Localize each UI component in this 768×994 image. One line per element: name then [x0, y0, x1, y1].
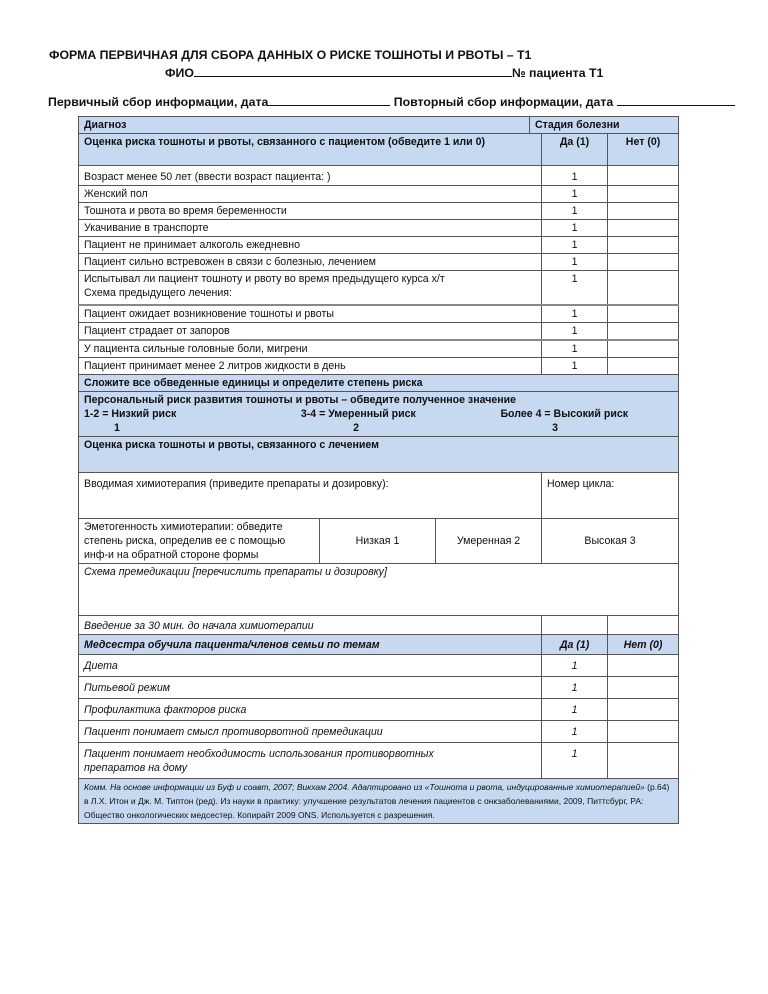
risk-factor-label: Пациент страдает от запоров: [84, 325, 230, 337]
diagnosis-row: [79, 117, 679, 134]
dates-line: [48, 93, 728, 109]
emeto-line-3: инф-и на обратной стороне формы: [84, 549, 259, 561]
education-yes-value[interactable]: 1: [542, 743, 608, 779]
education-row: [79, 655, 679, 677]
emeto-line-2: степень риска, определив ее с помощью: [84, 535, 286, 547]
patient-risk-row: [79, 358, 679, 375]
patient-risk-label: [79, 166, 542, 186]
yes-value[interactable]: 1: [542, 203, 608, 220]
no-value[interactable]: [608, 340, 679, 358]
emeto-moderate[interactable]: Умеренная 2: [436, 519, 542, 564]
education-topic-label: Профилактика факторов риска: [84, 704, 247, 716]
risk-factor-label: Укачивание в транспорте: [84, 222, 209, 234]
chemo-cell[interactable]: [79, 473, 542, 519]
premedication-cell[interactable]: [79, 564, 679, 616]
education-yes-value[interactable]: 1: [542, 677, 608, 699]
yes-value[interactable]: 1: [542, 220, 608, 237]
treatment-risk-row: [79, 437, 679, 473]
education-header-row: [79, 635, 679, 655]
patient-risk-header-row: [79, 134, 679, 166]
education-no-value[interactable]: [608, 699, 679, 721]
patient-risk-row: [79, 237, 679, 254]
emetogenicity-row: [79, 519, 679, 564]
patient-risk-label: [79, 203, 542, 220]
cycle-label: Номер цикла:: [547, 478, 615, 490]
form-title: ФОРМА ПЕРВИЧНАЯ ДЛЯ СБОРА ДАННЫХ О РИСКЕ ТОШНОТЫ И РВОТЫ – Т1: [49, 48, 532, 62]
yes-value[interactable]: 1: [542, 305, 608, 323]
emeto-low[interactable]: Низкая 1: [320, 519, 436, 564]
patient-risk-label: [79, 340, 542, 358]
patient-risk-row: [79, 323, 679, 341]
no-value[interactable]: [608, 254, 679, 271]
personal-risk-title: Персональный риск развития тошноты и рвоты – обведите полученное значение: [84, 394, 517, 406]
patient-risk-label: [79, 358, 542, 375]
risk-factor-label: Женский пол: [84, 188, 148, 200]
education-row: [79, 677, 679, 699]
intro-30min-label: Введение за 30 мин. до начала химиотерапии: [79, 616, 542, 635]
patient-risk-label: [79, 323, 542, 341]
cycle-cell[interactable]: [542, 473, 679, 519]
education-yes-value[interactable]: 1: [542, 699, 608, 721]
patient-risk-row: [79, 166, 679, 186]
stage-label: Стадия болезни: [535, 119, 620, 131]
risk-factor-label: Пациент сильно встревожен в связи с болезнью, лечением: [84, 256, 376, 268]
no-value[interactable]: [608, 305, 679, 323]
education-no-value[interactable]: [608, 677, 679, 699]
risk-factor-label: Пациент ожидает возникновение тошноты и рвоты: [84, 308, 334, 320]
risk-factor-label: Испытывал ли пациент тошноту и рвоту во время предыдущего курса х/т: [84, 273, 445, 285]
yes-value[interactable]: 1: [542, 166, 608, 186]
emeto-high[interactable]: Высокая 3: [542, 519, 679, 564]
education-topic-label: Диета: [84, 660, 118, 672]
personal-risk-row: [79, 392, 679, 437]
no-value[interactable]: [608, 323, 679, 341]
intro-30min-no[interactable]: [608, 616, 679, 635]
chemo-row: [79, 473, 679, 519]
patient-risk-label: [79, 254, 542, 271]
patient-risk-label: [79, 237, 542, 254]
patient-no-label: № пациента Т1: [511, 66, 604, 80]
risk-form-table: [78, 116, 679, 824]
primary-date-field[interactable]: [268, 93, 390, 106]
patient-risk-label: [79, 186, 542, 203]
risk-level-low-label: 1-2 = Низкий риск: [84, 408, 177, 420]
yes-value[interactable]: 1: [542, 271, 608, 306]
education-row: [79, 721, 679, 743]
fio-line: [165, 64, 768, 80]
education-topic-label: Пациент понимает смысл противорвотной премедикации: [84, 726, 383, 738]
fio-field[interactable]: [194, 64, 512, 77]
treatment-risk-title: Оценка риска тошноты и рвоты, связанного с лечением: [79, 437, 679, 473]
note-normal: (р.64) в Л.Х. Итон и Дж. М. Типтон (ред). Из науки в практику: улучшение результатов лечения пациентов с онкзаболеваниями, 2009, Питтсбург, РА: Общество онкологических медсестер. Копирайт 2009 ONS. Используется с разрешения.: [84, 782, 670, 820]
education-topic: [79, 655, 542, 677]
risk-level-moderate-label: 3-4 = Умеренный риск: [300, 408, 416, 420]
education-title: Медсестра обучила пациента/членов семьи по темам: [79, 635, 542, 655]
patient-risk-label: [79, 220, 542, 237]
no-value[interactable]: [608, 237, 679, 254]
education-topic: [79, 699, 542, 721]
patient-risk-title: Оценка риска тошноты и рвоты, связанного с пациентом (обведите 1 или 0): [79, 134, 542, 166]
patient-risk-row: [79, 186, 679, 203]
risk-factor-label: Пациент не принимает алкоголь ежедневно: [84, 239, 301, 251]
chemo-label: Вводимая химиотерапия (приведите препараты и дозировку):: [84, 478, 389, 490]
risk-value-3[interactable]: 3: [552, 422, 559, 434]
risk-value-2[interactable]: 2: [353, 422, 359, 434]
education-no-value[interactable]: [608, 743, 679, 779]
repeat-date-label: Повторный сбор информации, дата: [393, 95, 614, 109]
repeat-date-field[interactable]: [617, 93, 735, 106]
education-topic-label: Пациент понимает необходимость использования противорвотных: [84, 748, 434, 760]
yes-value[interactable]: 1: [542, 254, 608, 271]
education-no-value[interactable]: [608, 655, 679, 677]
risk-levels: [84, 407, 628, 421]
education-topic-label-2: препаратов на дому: [84, 762, 188, 774]
education-topic: [79, 721, 542, 743]
diagnosis-label: Диагноз: [84, 119, 127, 131]
no-header: Нет (0): [608, 134, 679, 166]
primary-date-label: Первичный сбор информации, дата: [48, 95, 269, 109]
note-row: [79, 779, 679, 824]
risk-factor-label: Возраст менее 50 лет (ввести возраст пациента: ): [84, 171, 331, 183]
no-value[interactable]: [608, 358, 679, 375]
risk-factor-label: Тошнота и рвота во время беременности: [84, 205, 287, 217]
source-note: [79, 779, 679, 824]
yes-value[interactable]: 1: [542, 186, 608, 203]
education-row: [79, 743, 679, 779]
risk-level-high-label: Более 4 = Высокий риск: [500, 408, 629, 420]
risk-value-1[interactable]: 1: [114, 422, 120, 434]
no-value[interactable]: [608, 203, 679, 220]
education-yes-value[interactable]: 1: [542, 655, 608, 677]
patient-risk-label: [79, 305, 542, 323]
sum-instruction: Сложите все обведенные единицы и определите степень риска: [79, 375, 679, 392]
patient-risk-label: [79, 271, 542, 306]
risk-factor-label: У пациента сильные головные боли, мигрени: [84, 343, 308, 355]
premedication-label: Схема премедикации [перечислить препараты и дозировку]: [84, 566, 387, 578]
no-value[interactable]: [608, 271, 679, 306]
yes-value[interactable]: 1: [542, 340, 608, 358]
no-value[interactable]: [608, 166, 679, 186]
fio-label: ФИО: [165, 66, 194, 80]
education-row: [79, 699, 679, 721]
education-no-header: Нет (0): [608, 635, 679, 655]
diagnosis-cell[interactable]: [79, 117, 530, 134]
risk-factor-label: Пациент принимает менее 2 литров жидкости в день: [84, 360, 346, 372]
intro-30min-yes[interactable]: [542, 616, 608, 635]
patient-risk-row: [79, 271, 679, 306]
education-topic: [79, 677, 542, 699]
risk-values: [84, 421, 628, 435]
yes-value[interactable]: 1: [542, 323, 608, 341]
education-topic: [79, 743, 542, 779]
sum-instruction-row: [79, 375, 679, 392]
note-italic: Комм. На основе информации из Буф и соавт, 2007; Викхам 2004. Адаптировано из «Тошнота и рвота, индуцированные химиотерапией»: [84, 782, 645, 792]
emetogenicity-label: [79, 519, 320, 564]
no-value[interactable]: [608, 220, 679, 237]
patient-risk-row: [79, 340, 679, 358]
stage-cell[interactable]: [530, 117, 679, 134]
patient-risk-row: [79, 220, 679, 237]
no-value[interactable]: [608, 186, 679, 203]
patient-risk-row: [79, 254, 679, 271]
education-topic-label: Питьевой режим: [84, 682, 170, 694]
intro-30min-row: [79, 616, 679, 635]
education-yes-header: Да (1): [542, 635, 608, 655]
premedication-row: [79, 564, 679, 616]
yes-header: Да (1): [542, 134, 608, 166]
yes-value[interactable]: 1: [542, 237, 608, 254]
patient-risk-row: [79, 203, 679, 220]
patient-risk-row: [79, 305, 679, 323]
education-yes-value[interactable]: 1: [542, 721, 608, 743]
yes-value[interactable]: 1: [542, 358, 608, 375]
risk-factor-label-2: Схема предыдущего лечения:: [84, 287, 232, 299]
education-no-value[interactable]: [608, 721, 679, 743]
emeto-line-1: Эметогенность химиотерапии: обведите: [84, 521, 283, 533]
